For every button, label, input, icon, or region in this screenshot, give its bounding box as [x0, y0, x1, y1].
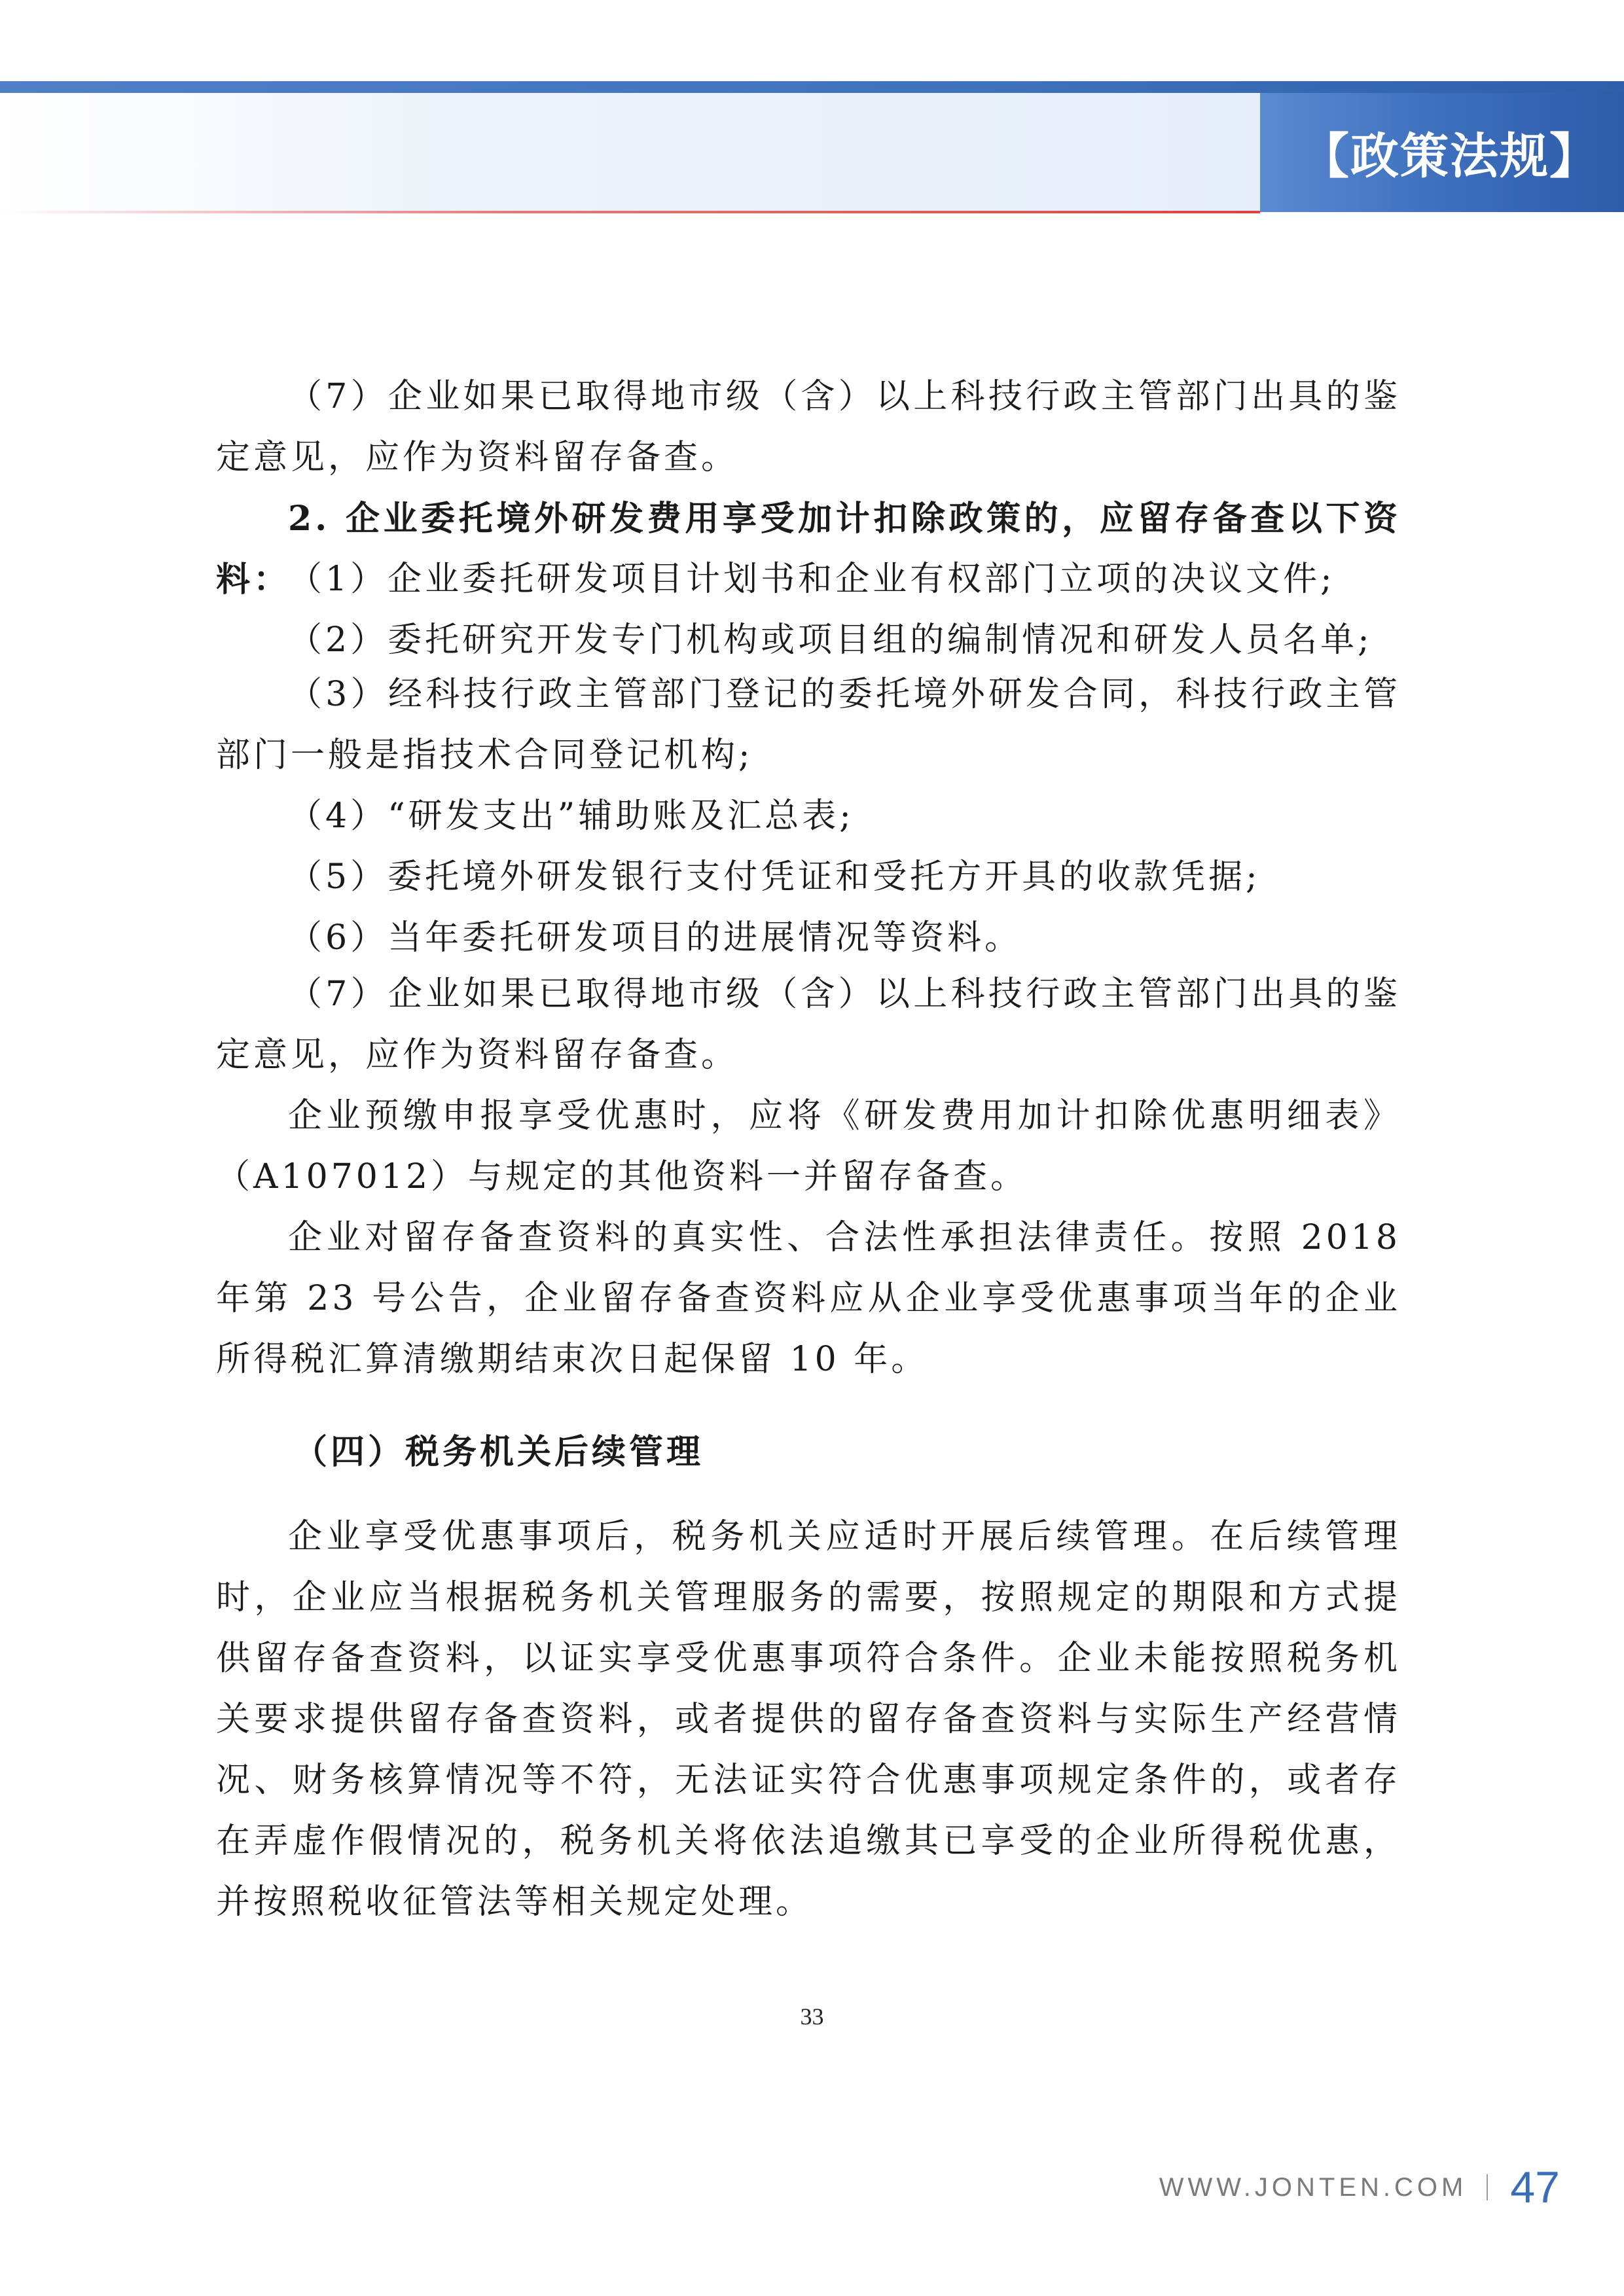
page-footer	[1159, 2161, 1560, 2214]
page-number: 47	[1510, 2162, 1560, 2212]
inner-page-number: 33	[800, 2003, 824, 2030]
website-link[interactable]: WWW.JONTEN.COM	[1159, 2172, 1468, 2202]
paragraph-item-3: （3）经科技行政主管部门登记的委托境外研发合同，科技行政主管部门一般是指技术合同登记机构;	[216, 675, 1401, 775]
paragraph-follow-up-management: 企业享受优惠事项后，税务机关应适时开展后续管理。在后续管理时，企业应当根据税务机关管理服务的需要，按照规定的期限和方式提供留存备查资料，以证实享受优惠事项符合条件。企业未能按照税务机关要求提供留存备查资料，或者提供的留存备查资料与实际生产经营情况、财务核算情况等不符，无法证实符合优惠事项规定条件的，或者存在弄虚作假情况的，税务机关将依法追缴其已享受的企业所得税优惠，并按照税收征管法等相关规定处理。	[216, 1517, 1401, 1922]
paragraph-prepayment: 企业预缴申报享受优惠时，应将《研发费用加计扣除优惠明细表》（A107012）与规定的其他资料一并留存备查。	[216, 1096, 1401, 1196]
section-2-heading: 2. 企业委托境外研发费用享受加计扣除政策的，应留存备查以下资料：	[216, 499, 1401, 600]
section-tag	[1260, 93, 1624, 212]
paragraph-item-2: （2）委托研究开发专门机构或项目组的编制情况和研发人员名单;	[288, 620, 1373, 660]
header-top-stripe	[0, 81, 1624, 93]
section-4-heading: （四）税务机关后续管理	[293, 1432, 704, 1472]
section-tag-label: 【政策法规】	[1301, 128, 1599, 185]
paragraph-item-1: （1）企业委托研发项目计划书和企业有权部门立项的决议文件;	[288, 560, 1335, 599]
paragraph-responsibility: 企业对留存备查资料的真实性、合法性承担法律责任。按照 2018 年第 23 号公告，企业留存备查资料应从企业享受优惠事项当年的企业所得税汇算清缴期结束次日起保留 10 年。	[216, 1218, 1401, 1379]
footer-divider	[1487, 2174, 1488, 2200]
paragraph-item-6: （6）当年委托研发项目的进展情况等资料。	[288, 918, 1022, 958]
paragraph-item-7b: （7）企业如果已取得地市级（含）以上科技行政主管部门出具的鉴定意见，应作为资料留存备查。	[216, 975, 1401, 1075]
paragraph-item-5: （5）委托境外研发银行支付凭证和受托方开具的收款凭据;	[288, 857, 1261, 897]
header-accent-line	[0, 211, 1260, 213]
header-band	[0, 93, 1260, 212]
paragraph-item-7a: （7）企业如果已取得地市级（含）以上科技行政主管部门出具的鉴定意见，应作为资料留存备查。	[216, 377, 1401, 477]
paragraph-item-4: （4）“研发支出”辅助账及汇总表;	[288, 797, 854, 836]
